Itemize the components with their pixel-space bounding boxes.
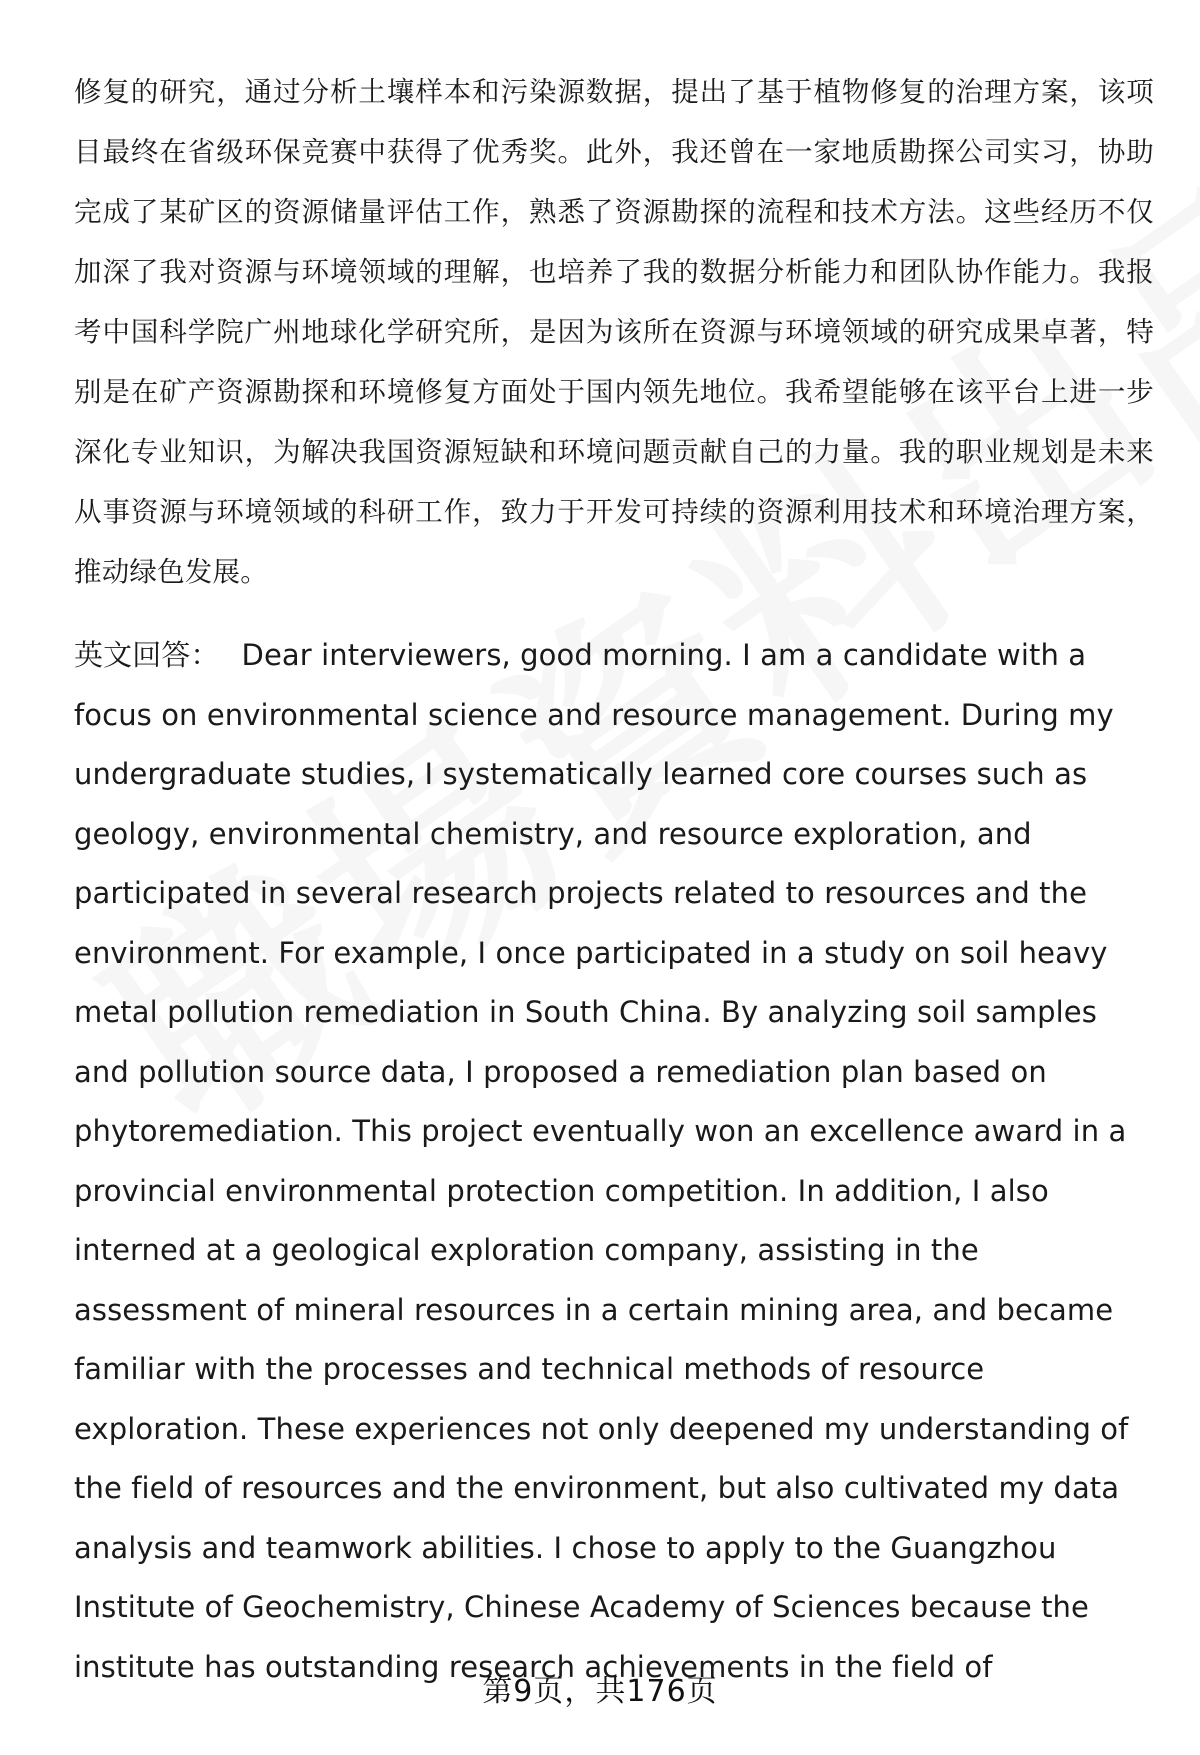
page-number-footer: 第9页，共176页: [482, 1674, 718, 1709]
english-answer-label: 英文回答：: [74, 638, 220, 672]
english-answer-text: Dear interviewers, good morning. I am a candidate with a focus on environmental science and resource management. During my undergraduate studies, I systematically learned core courses such as geology, environmental chemistry, and resource exploration, and participated in several research projects related to resources and the environment. For example, I once participated in a study on soil heavy metal pollution remediation in South China. By analyzing soil samples and pollution source data, I proposed a remediation plan based on phytoremediation. This project eventually won an excellence award in a provincial environmental protection competition. In addition, I also interned at a geological exploration company, assisting in the assessment of mineral resources in a certain mining area, and became familiar with the processes and technical methods of resource exploration. These experiences not only deepened my understanding of the field of resources and the environment, but also cultivated my data analysis and teamwork abilities. I chose to apply to the Guangzhou Institute of Geochemistry, Chinese Academy of Sciences because the institute has outstanding research achievements in the field of: [74, 638, 1129, 1684]
english-answer-paragraph: [74, 626, 1154, 1697]
document-body: [74, 62, 1154, 1697]
chinese-answer-paragraph: 修复的研究，通过分析土壤样本和污染源数据，提出了基于植物修复的治理方案，该项目最终在省级环保竞赛中获得了优秀奖。此外，我还曾在一家地质勘探公司实习，协助完成了某矿区的资源储量评估工作，熟悉了资源勘探的流程和技术方法。这些经历不仅加深了我对资源与环境领域的理解，也培养了我的数据分析能力和团队协作能力。我报考中国科学院广州地球化学研究所，是因为该所在资源与环境领域的研究成果卓著，特别是在矿产资源勘探和环境修复方面处于国内领先地位。我希望能够在该平台上进一步深化专业知识，为解决我国资源短缺和环境问题贡献自己的力量。我的职业规划是未来从事资源与环境领域的科研工作，致力于开发可持续的资源利用技术和环境治理方案，推动绿色发展。: [74, 76, 1154, 588]
